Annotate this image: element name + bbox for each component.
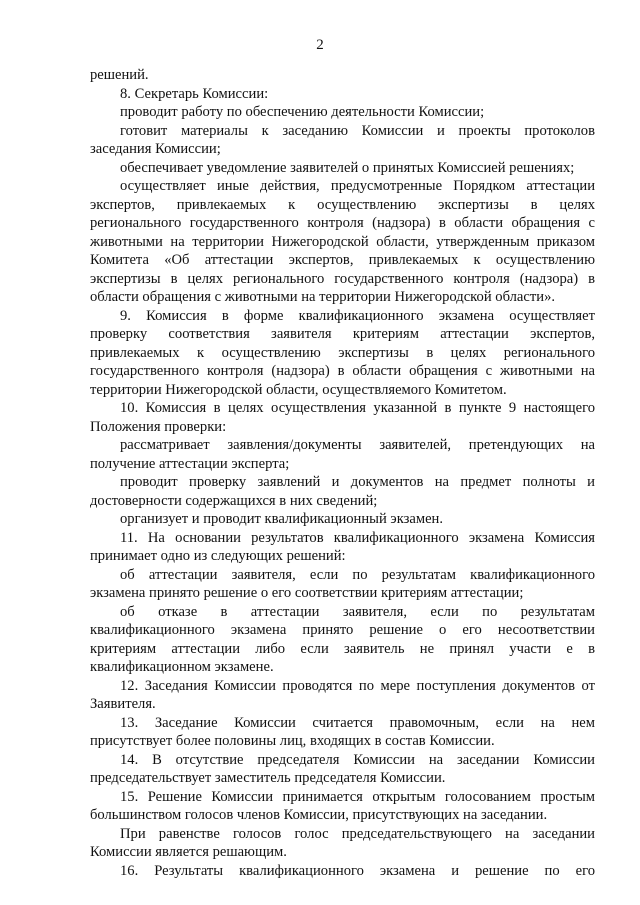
text-line: 8. Секретарь Комиссии: — [120, 85, 269, 102]
paragraph — [90, 714, 595, 751]
paragraph — [90, 751, 595, 788]
text-line: 11. На основании результатов квалификационного экзамена Комиссия — [120, 529, 595, 546]
text-line: Комитета «Об аттестации экспертов, привлекаемых к осуществлению — [90, 252, 595, 268]
paragraph — [90, 677, 595, 714]
text-line: 12. Заседания Комиссии проводятся по мере поступления документов от — [120, 677, 595, 694]
text-line: Комиссии является решающим. — [90, 844, 287, 860]
text-line: 16. Результаты квалификационного экзамена и решение по его — [120, 862, 595, 879]
text-line: осуществляет иные действия, предусмотренные Порядком аттестации — [120, 178, 595, 194]
page-number: 2 — [316, 37, 324, 53]
paragraph — [90, 510, 595, 529]
text-line: присутствует более половины лиц, входящих в состав Комиссии. — [90, 733, 495, 749]
text-line: обеспечивает уведомление заявителей о принятых Комиссией решениях; — [120, 159, 575, 176]
text-line: председательствует заместитель председателя Комиссии. — [90, 770, 446, 786]
text-line: большинством голосов членов Комиссии, присутствующих на заседании. — [90, 807, 548, 823]
text-line: об отказе в аттестации заявителя, если по результатам — [120, 603, 595, 620]
text-line: государственного контроля (надзора) в области обращения с животными на — [90, 363, 595, 379]
paragraph — [90, 473, 595, 510]
text-line: области обращения с животными на территории Нижегородской области». — [90, 289, 556, 305]
paragraph — [90, 177, 595, 307]
paragraph — [90, 85, 595, 104]
text-line: животными на территории Нижегородской области, утвержденным приказом — [90, 233, 595, 250]
text-line: регионального государственного контроля (надзора) в области обращения с — [90, 215, 595, 231]
paragraph — [90, 788, 595, 825]
paragraph — [90, 436, 595, 473]
text-line: территории Нижегородской области, осуществляемого Комитетом. — [90, 381, 507, 398]
text-line: 15. Решение Комиссии принимается открытым голосованием простым — [120, 788, 595, 805]
document-body — [90, 66, 595, 880]
text-line: решений. — [90, 67, 149, 83]
text-line: 14. В отсутствие председателя Комиссии на заседании Комиссии — [120, 751, 595, 768]
text-line: экспертов, привлекаемых к осуществлению экспертизы в целях — [90, 196, 595, 213]
text-line: квалификационном экзамене. — [90, 659, 274, 675]
text-line: рассматривает заявления/документы заявителей, претендующих на — [120, 437, 595, 453]
text-line: 13. Заседание Комиссии считается правомочным, если на нем — [120, 714, 595, 731]
text-line: принимает одно из следующих решений: — [90, 548, 346, 564]
paragraph — [90, 307, 595, 400]
text-line: 10. Комиссия в целях осуществления указанной в пункте 9 настоящего — [120, 400, 595, 416]
text-line: критериям аттестации либо если заявитель не принял участи е в — [90, 640, 595, 657]
text-line: проверку соответствия заявителя критериям аттестации экспертов, — [90, 326, 595, 342]
text-line: организует и проводит квалификационный экзамен. — [120, 511, 444, 527]
text-line: экзамена принято решение о его соответствии критериям аттестации; — [90, 585, 524, 601]
text-line: привлекаемых к осуществлению экспертизы в целях регионального — [90, 344, 595, 361]
paragraph — [90, 103, 595, 122]
text-line: получение аттестации эксперта; — [90, 455, 290, 472]
paragraph — [90, 603, 595, 677]
text-line: достоверности содержащихся в них сведений; — [90, 492, 378, 509]
text-line: 9. Комиссия в форме квалификационного экзамена осуществляет — [120, 307, 595, 324]
text-line: об аттестации заявителя, если по результатам квалификационного — [120, 566, 595, 583]
paragraph — [90, 159, 595, 178]
paragraph — [90, 566, 595, 603]
text-line: готовит материалы к заседанию Комиссии и проекты протоколов — [120, 122, 595, 139]
text-line: заседания Комиссии; — [90, 141, 221, 157]
text-line: проводит работу по обеспечению деятельности Комиссии; — [120, 104, 485, 120]
text-line: проводит проверку заявлений и документов на предмет полноты и — [120, 474, 595, 490]
paragraph — [90, 825, 595, 862]
paragraph — [90, 122, 595, 159]
text-line: экспертизы в целях регионального государственного контроля (надзора) в — [90, 270, 595, 287]
paragraph — [90, 399, 595, 436]
paragraph — [90, 862, 595, 881]
text-line: Положения проверки: — [90, 418, 227, 435]
text-line: квалификационного экзамена принято решение о его несоответствии — [90, 622, 595, 638]
paragraph — [90, 66, 595, 85]
text-line: При равенстве голосов голос председательствующего на заседании — [120, 825, 595, 842]
paragraph — [90, 529, 595, 566]
text-line: Заявителя. — [90, 696, 156, 712]
